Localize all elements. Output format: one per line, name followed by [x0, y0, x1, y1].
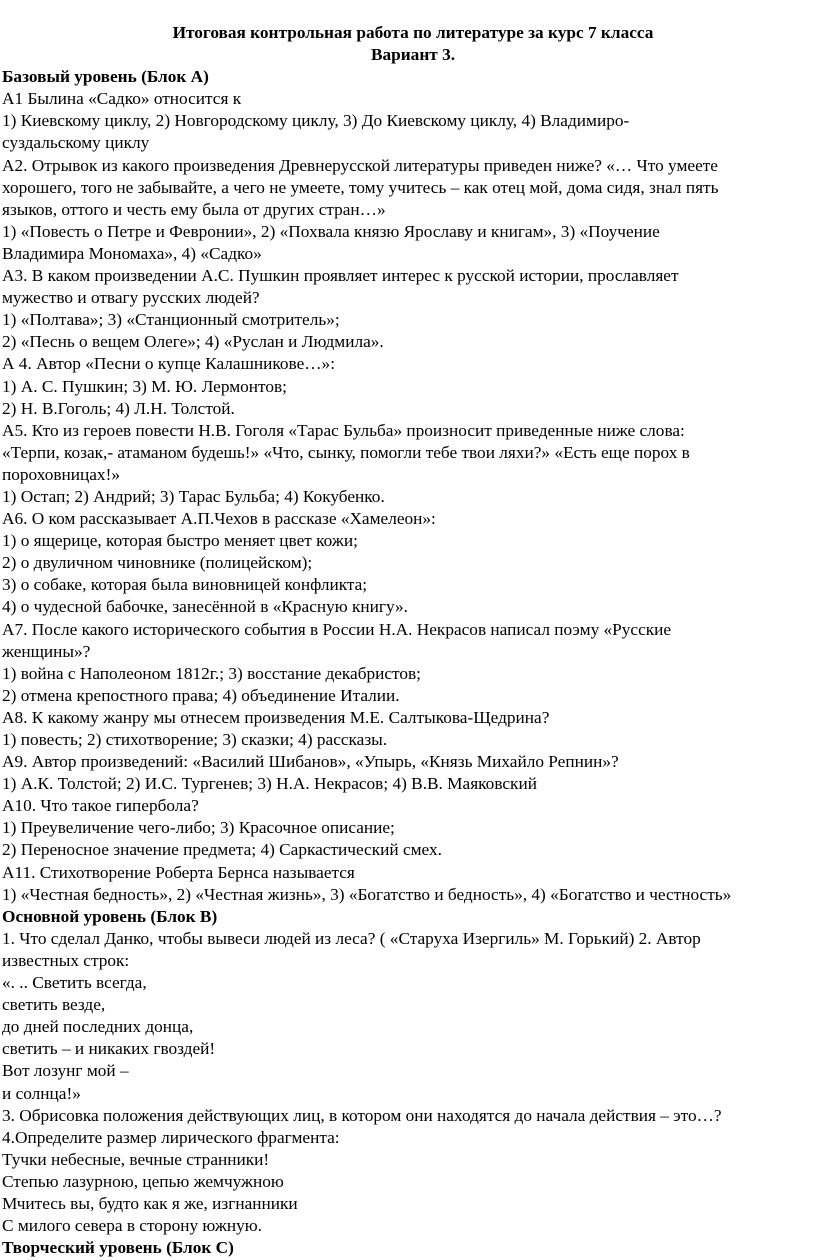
block-a-line: 2) «Песнь о вещем Олеге»; 4) «Руслан и Людмила».: [2, 332, 384, 352]
variant-title: Вариант 3.: [370, 45, 456, 65]
block-a-line: 3) о собаке, которая была виновницей конфликта;: [2, 575, 368, 595]
block-a-line: 1) Преувеличение чего-либо; 3) Красочное описание;: [2, 818, 395, 838]
document-page: [0, 22, 816, 1259]
block-b-line: «. .. Светить всегда,: [2, 973, 147, 993]
block-a-line: суздальскому циклу: [2, 133, 150, 153]
block-a-line: 2) о двуличном чиновнике (полицейском);: [2, 553, 313, 573]
block-a-content: [0, 88, 816, 905]
block-c-heading: Творческий уровень (Блок С): [2, 1238, 234, 1258]
block-b-line: светить – и никаких гвоздей!: [2, 1039, 216, 1059]
block-b-line: до дней последних донца,: [2, 1017, 194, 1037]
block-a-line: А5. Кто из героев повести Н.В. Гоголя «Тарас Бульба» произносит приведенные ниже слова:: [2, 420, 685, 440]
block-a-line: 1) «Полтава»; 3) «Станционный смотритель»;: [2, 310, 340, 330]
block-a-line: женщины»?: [2, 641, 91, 661]
block-a-line: 2) Н. В.Гоголь; 4) Л.Н. Толстой.: [2, 398, 235, 418]
block-b-line: Тучки небесные, вечные странники!: [2, 1149, 270, 1169]
block-a-line: Владимира Мономаха», 4) «Садко»: [2, 243, 262, 263]
block-a-line: А6. О ком рассказывает А.П.Чехов в рассказе «Хамелеон»:: [2, 509, 436, 529]
block-b-line: Мчитесь вы, будто как я же, изгнанники: [2, 1193, 298, 1213]
block-b-line: Вот лозунг мой –: [2, 1061, 129, 1081]
block-a-line: А 4. Автор «Песни о купце Калашникове…»:: [2, 354, 335, 374]
block-a-line: А9. Автор произведений: «Василий Шибанов», «Упырь, «Князь Михайло Репнин»?: [2, 752, 619, 772]
block-b-line: и солнца!»: [2, 1083, 81, 1103]
block-a-line: А1 Былина «Садко» относится к: [2, 89, 242, 109]
block-a-line: 1) «Честная бедность», 2) «Честная жизнь», 3) «Богатство и бедность», 4) «Богатство и честность»: [2, 884, 732, 904]
block-a-line: А11. Стихотворение Роберта Бернса называется: [2, 862, 355, 882]
block-a-line: 1) повесть; 2) стихотворение; 3) сказки; 4) рассказы.: [2, 730, 388, 749]
block-a-line: 1) война с Наполеоном 1812г.; 3) восстание декабристов;: [2, 663, 421, 683]
document-title: Итоговая контрольная работа по литературе за курс 7 класса: [172, 23, 654, 42]
block-a-line: А10. Что такое гипербола?: [2, 796, 199, 816]
block-b-line: Степью лазурною, цепью жемчужною: [2, 1171, 284, 1191]
block-b-line: 4.Определите размер лирического фрагмента:: [2, 1127, 340, 1147]
block-a-line: 4) о чудесной бабочке, занесённой в «Красную книгу».: [2, 597, 409, 617]
block-a-line: языков, оттого и честь ему была от других стран…»: [2, 199, 386, 219]
block-a-line: А7. После какого исторического события в России Н.А. Некрасов написал поэму «Русские: [2, 619, 672, 639]
block-a-line: 1) Остап; 2) Андрий; 3) Тарас Бульба; 4) Кокубенко.: [2, 486, 385, 506]
block-a-line: 1) «Повесть о Петре и Февронии», 2) «Похвала князю Ярославу и книгам», 3) «Поучение: [2, 221, 660, 241]
block-b-line: 3. Обрисовка положения действующих лиц, в котором они находятся до начала действия – это…?: [2, 1105, 722, 1125]
block-a-line: А3. В каком произведении А.С. Пушкин проявляет интерес к русской истории, прославляет: [2, 266, 679, 286]
block-a-line: 2) отмена крепостного права; 4) объединение Италии.: [2, 685, 400, 705]
block-a-line: 1) А. С. Пушкин; 3) М. Ю. Лермонтов;: [2, 376, 287, 396]
block-b-line: светить везде,: [2, 995, 106, 1015]
block-a-line: мужество и отвагу русских людей?: [2, 288, 260, 308]
block-a-line: 1) о ящерице, которая быстро меняет цвет кожи;: [2, 531, 358, 551]
block-b-line: 1. Что сделал Данко, чтобы вывеси людей из леса? ( «Старуха Изергиль» М. Горький) 2. Автор: [2, 928, 701, 948]
block-a-line: 1) Киевскому циклу, 2) Новгородскому циклу, 3) До Киевскому циклу, 4) Владимиро-: [2, 111, 630, 131]
block-a-line: 2) Переносное значение предмета; 4) Саркастический смех.: [2, 840, 442, 860]
block-b-content: [0, 928, 816, 1237]
block-a-line: «Терпи, козак,- атаманом будешь!» «Что, сынку, помогли тебе твои ляхи?» «Есть еще порох в: [2, 442, 690, 462]
block-a-line: 1) А.К. Толстой; 2) И.С. Тургенев; 3) Н.А. Некрасов; 4) В.В. Маяковский: [2, 774, 537, 794]
block-a-line: хорошего, того не забывайте, а чего не умеете, тому учитесь – как отец мой, дома сидя, знал пять: [2, 177, 719, 197]
block-a-line: А8. К какому жанру мы отнесем произведения М.Е. Салтыкова-Щедрина?: [2, 707, 550, 727]
block-a-line: пороховницах!»: [2, 464, 120, 484]
block-b-line: известных строк:: [2, 950, 130, 970]
block-a-line: А2. Отрывок из какого произведения Древнерусской литературы приведен ниже? «… Что умеете: [2, 155, 718, 175]
block-b-line: С милого севера в сторону южную.: [2, 1216, 262, 1236]
block-a-heading: Базовый уровень (Блок А): [2, 67, 209, 87]
block-b-heading: Основной уровень (Блок В): [2, 906, 218, 926]
